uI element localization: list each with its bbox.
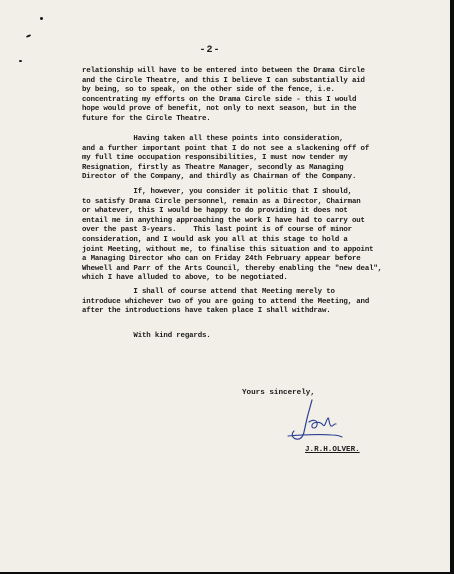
handwritten-signature — [282, 396, 346, 448]
ink-speck — [19, 60, 22, 62]
signatory-name: J.R.H.OLVER. — [305, 446, 360, 454]
paragraph-regards — [82, 332, 412, 342]
text-line: concentrating my efforts on the Drama Circle side - this I would — [82, 95, 357, 104]
paragraph-relationship — [82, 67, 412, 125]
text-line: a Managing Director who can on Friday 24th February appear before — [82, 255, 361, 264]
paragraph-attend-meeting — [82, 288, 412, 317]
closing-salutation: Yours sincerely, — [242, 389, 315, 397]
text-line: I shall of course attend that Meeting merely to — [82, 288, 335, 296]
text-line: Having taken all these points into consideration, — [82, 135, 344, 143]
text-line: over the past 3-years. This last point is of course of minor — [82, 226, 352, 235]
text-line: by being, so to speak, on the other side of the fence, i.e. — [82, 86, 335, 95]
text-line: after the introductions have taken place I shall withdraw. — [82, 307, 331, 316]
text-line: If, however, you consider it politic that I should, — [82, 188, 352, 196]
text-line: Director of the Company, and thirdly as Chairman of the Company. — [82, 173, 357, 182]
text-line: and a further important point that I do not see a slackening off of — [82, 144, 370, 153]
text-line: hope would prove of benefit, not only to next season, but in the — [82, 105, 357, 114]
paragraph-resignation — [82, 135, 412, 183]
ink-speck — [26, 34, 31, 38]
paragraph-joint-meeting — [82, 188, 412, 284]
text-line: which I have alluded to above, to be negotiated. — [82, 274, 288, 283]
text-line: future for the Circle Theatre. — [82, 114, 211, 123]
text-line: my full time occupation responsibilities, I must now tender my — [82, 154, 348, 163]
page-number: -2- — [199, 45, 221, 56]
text-line: and the Circle Theatre, and this I believe I can substantially aid — [82, 76, 365, 85]
text-line: With kind regards. — [82, 332, 211, 340]
text-line: Whewell and Parr of the Arts Council, thereby enabling the "new deal", — [82, 264, 382, 273]
text-line: joint Meeting, without me, to finalise this situation and to appoint — [82, 245, 374, 254]
text-line: consideration, and I would ask you all at this stage to hold a — [82, 235, 348, 244]
text-line: introduce whichever two of you are going to attend the Meeting, and — [82, 297, 370, 306]
text-line: entail me in anything approaching the work I have had to carry out — [82, 216, 365, 225]
text-line: Resignation, firstly as Theatre Manager, secondly as Managing — [82, 163, 344, 172]
text-line: relationship will have to be entered into between the Drama Circle — [82, 67, 365, 75]
ink-speck — [40, 17, 43, 20]
text-line: or whatever, this I would be happy to do providing it does not — [82, 207, 348, 216]
text-line: to satisfy Drama Circle personnel, remain as a Director, Chairman — [82, 197, 361, 206]
